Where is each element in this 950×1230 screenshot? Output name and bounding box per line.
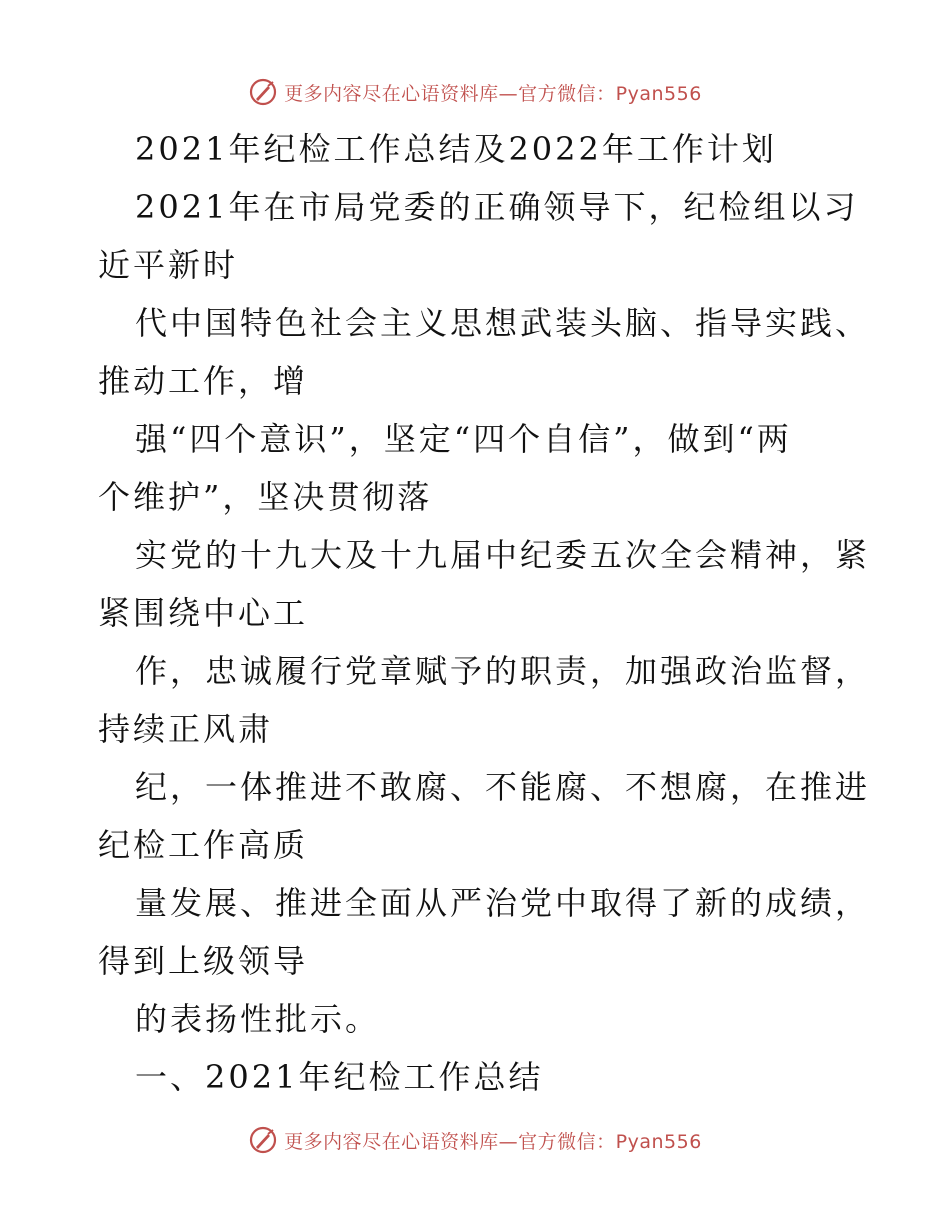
text-line: 的表扬性批示。 [135, 1000, 381, 1038]
document-body [98, 120, 871, 1106]
quill-circle-icon [248, 1125, 278, 1155]
watermark-text: 更多内容尽在心语资料库—官方微信：Pyan556 [284, 82, 702, 105]
text-line: 一、2021年纪检工作总结 [135, 1058, 544, 1096]
text-line: 得到上级领导 [98, 942, 309, 980]
quill-circle-icon [248, 77, 278, 107]
watermark-text: 更多内容尽在心语资料库—官方微信：Pyan556 [284, 1130, 702, 1153]
text-line: 推动工作，增 [98, 362, 309, 400]
text-line: 量发展、推进全面从严治党中取得了新的成绩， [135, 884, 871, 922]
text-line: 2021年在市局党委的正确领导下，纪检组以习 [135, 188, 859, 226]
text-line: 作，忠诚履行党章赋予的职责，加强政治监督， [135, 652, 871, 690]
text-line: 近平新时 [98, 246, 239, 284]
footer-watermark [0, 1120, 950, 1160]
text-line: 紧围绕中心工 [98, 594, 309, 632]
text-line: 持续正风肃 [98, 710, 274, 748]
text-line: 纪，一体推进不敢腐、不能腐、不想腐，在推进 [135, 768, 871, 806]
text-line: 强“四个意识”，坚定“四个自信”，做到“两 [135, 420, 792, 458]
document-title: 2021年纪检工作总结及2022年工作计划 [135, 130, 777, 168]
text-line: 纪检工作高质 [98, 826, 309, 864]
text-line: 实党的十九大及十九届中纪委五次全会精神，紧 [135, 536, 871, 574]
header-watermark [0, 72, 950, 112]
text-line: 代中国特色社会主义思想武装头脑、指导实践、 [135, 304, 871, 342]
text-line: 个维护”，坚决贯彻落 [98, 478, 433, 516]
